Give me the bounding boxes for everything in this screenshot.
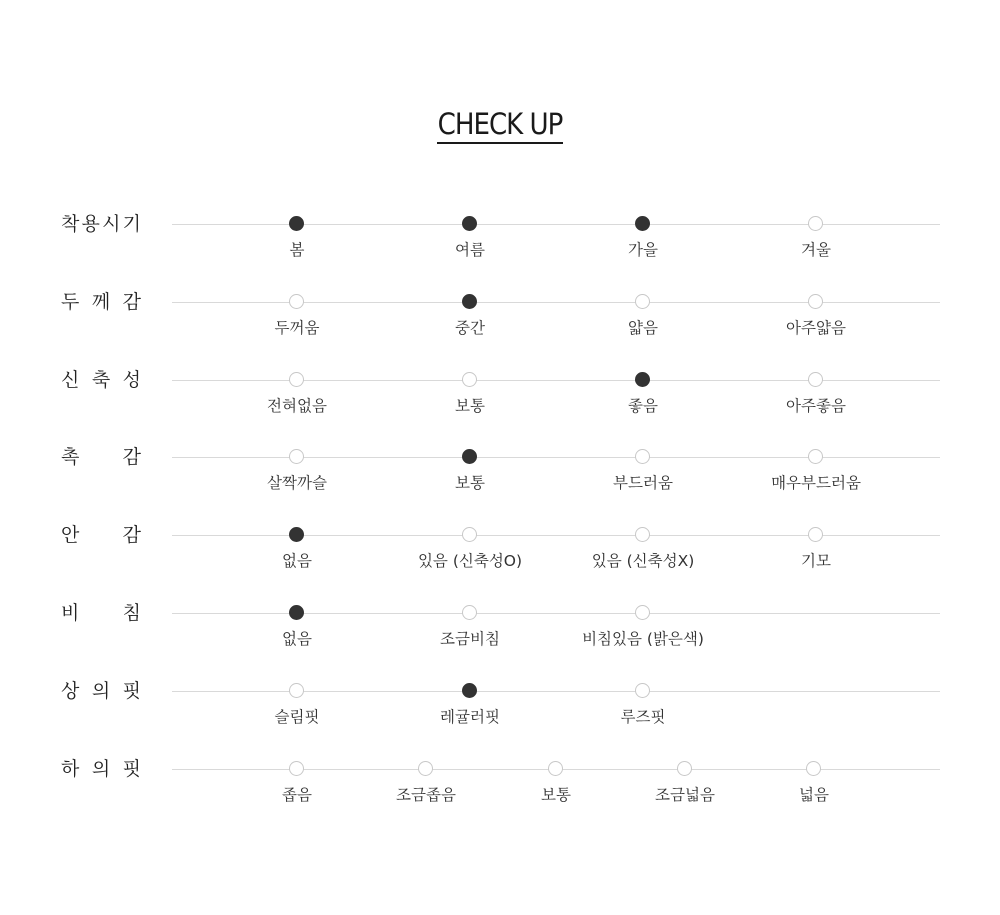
radio-dot-unchecked xyxy=(289,683,304,698)
radio-dot-unchecked xyxy=(808,527,823,542)
option-label: 조금좁음 xyxy=(396,786,456,804)
option-label: 아주좋음 xyxy=(786,397,846,415)
row-divider-line xyxy=(172,457,940,458)
section-header xyxy=(0,106,1000,144)
row-label-char: 감 xyxy=(122,524,141,546)
row-label-char: 성 xyxy=(122,369,141,391)
radio-dot-checked xyxy=(289,527,304,542)
option-label: 중간 xyxy=(455,319,485,337)
option-label: 얇음 xyxy=(628,319,658,337)
option-label: 보통 xyxy=(455,474,485,492)
radio-dot-unchecked xyxy=(462,605,477,620)
radio-dot-unchecked xyxy=(548,761,563,776)
row-divider-line xyxy=(172,380,940,381)
row-label-char: 축 xyxy=(91,369,111,391)
checkup-row xyxy=(0,446,1000,535)
option-label: 살짝까슬 xyxy=(267,474,327,492)
radio-dot-unchecked xyxy=(677,761,692,776)
option-label: 부드러움 xyxy=(613,474,673,492)
radio-dot-checked xyxy=(635,372,650,387)
row-divider-line xyxy=(172,302,940,303)
row-divider-line xyxy=(172,691,940,692)
row-label xyxy=(61,290,141,314)
row-label-char: 신 xyxy=(61,369,80,391)
option-label: 슬림핏 xyxy=(274,708,320,726)
row-label-char: 촉 xyxy=(61,446,80,468)
row-label xyxy=(61,601,141,625)
row-label xyxy=(61,523,141,547)
radio-dot-unchecked xyxy=(289,449,304,464)
option-label: 아주얇음 xyxy=(786,319,846,337)
row-label xyxy=(61,757,141,781)
option-label: 있음 (신축성X) xyxy=(591,552,695,570)
row-label-char: 침 xyxy=(122,602,141,624)
option-label: 있음 (신축성O) xyxy=(417,552,523,570)
row-divider-line xyxy=(172,535,940,536)
row-label xyxy=(61,368,141,392)
radio-dot-unchecked xyxy=(806,761,821,776)
radio-dot-checked xyxy=(462,294,477,309)
option-label: 가을 xyxy=(628,241,658,259)
radio-dot-unchecked xyxy=(635,527,650,542)
option-label: 전혀없음 xyxy=(267,397,327,415)
radio-dot-unchecked xyxy=(289,761,304,776)
row-label-char: 께 xyxy=(91,291,111,313)
row-label-char: 시 xyxy=(102,213,121,235)
row-label-char: 두 xyxy=(61,291,80,313)
option-label: 좋음 xyxy=(628,397,658,415)
row-label-char: 하 xyxy=(61,758,80,780)
radio-dot-unchecked xyxy=(418,761,433,776)
option-label: 매우부드러움 xyxy=(771,474,861,492)
row-label-char: 상 xyxy=(61,680,80,702)
radio-dot-unchecked xyxy=(808,449,823,464)
option-label: 기모 xyxy=(801,552,831,570)
option-label: 보통 xyxy=(455,397,485,415)
option-label: 조금비침 xyxy=(440,630,500,648)
checkup-row xyxy=(0,602,1000,691)
row-label xyxy=(61,212,141,236)
row-label-char: 안 xyxy=(61,524,80,546)
radio-dot-unchecked xyxy=(808,294,823,309)
option-label: 겨울 xyxy=(801,241,831,259)
row-label xyxy=(61,679,141,703)
option-label: 여름 xyxy=(455,241,485,259)
radio-dot-checked xyxy=(635,216,650,231)
radio-dot-checked xyxy=(462,216,477,231)
radio-dot-unchecked xyxy=(635,683,650,698)
row-label-char: 핏 xyxy=(122,758,141,780)
radio-dot-unchecked xyxy=(635,449,650,464)
checkup-row xyxy=(0,291,1000,380)
option-label: 레귤러핏 xyxy=(440,708,500,726)
option-label: 넓음 xyxy=(799,786,829,804)
radio-dot-unchecked xyxy=(289,294,304,309)
radio-dot-unchecked xyxy=(289,372,304,387)
checkup-row xyxy=(0,758,1000,847)
radio-dot-checked xyxy=(289,605,304,620)
option-label: 봄 xyxy=(289,241,305,259)
row-label-char: 착 xyxy=(61,213,80,235)
option-label: 조금넓음 xyxy=(655,786,715,804)
checkup-row xyxy=(0,213,1000,302)
row-label-char: 의 xyxy=(91,758,111,780)
checkup-row xyxy=(0,524,1000,613)
page-title: CHECK UP xyxy=(437,106,564,144)
option-label: 좁음 xyxy=(282,786,312,804)
row-label-char: 감 xyxy=(122,291,141,313)
row-label-char: 의 xyxy=(91,680,111,702)
row-label xyxy=(61,445,141,469)
row-label-char: 용 xyxy=(81,213,100,235)
option-label: 비침있음 (밝은색) xyxy=(582,630,704,648)
row-label-char: 핏 xyxy=(122,680,141,702)
radio-dot-unchecked xyxy=(635,605,650,620)
row-divider-line xyxy=(172,224,940,225)
option-label: 루즈핏 xyxy=(620,708,666,726)
radio-dot-unchecked xyxy=(462,527,477,542)
radio-dot-checked xyxy=(462,449,477,464)
option-label: 보통 xyxy=(541,786,571,804)
option-label: 없음 xyxy=(282,630,312,648)
checkup-row xyxy=(0,369,1000,458)
row-divider-line xyxy=(172,613,940,614)
radio-dot-checked xyxy=(462,683,477,698)
checkup-row xyxy=(0,680,1000,769)
option-label: 두꺼움 xyxy=(274,319,320,337)
radio-dot-unchecked xyxy=(462,372,477,387)
radio-dot-checked xyxy=(289,216,304,231)
row-label-char: 감 xyxy=(122,446,141,468)
radio-dot-unchecked xyxy=(808,216,823,231)
radio-dot-unchecked xyxy=(635,294,650,309)
radio-dot-unchecked xyxy=(808,372,823,387)
row-label-char: 기 xyxy=(122,213,141,235)
option-label: 없음 xyxy=(282,552,312,570)
row-label-char: 비 xyxy=(61,602,80,624)
